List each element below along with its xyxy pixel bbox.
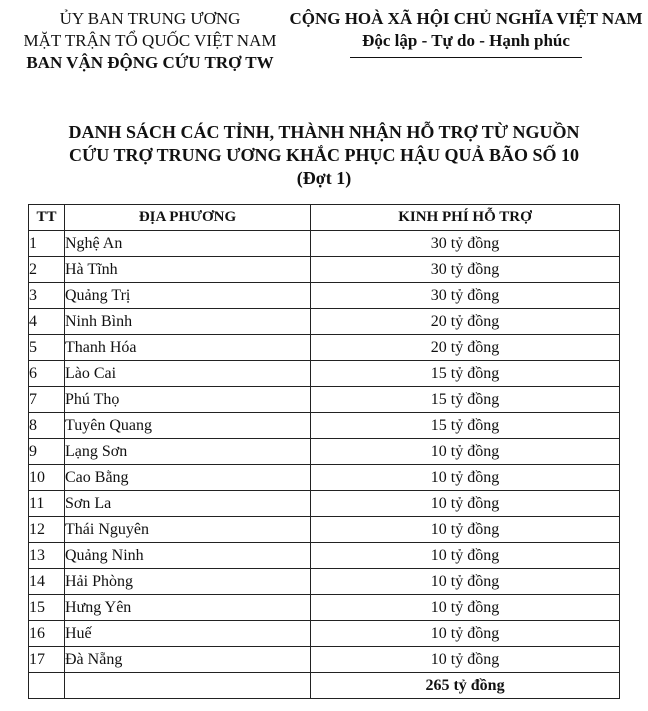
row-number: 6	[29, 361, 65, 387]
funding-amount: 10 tỷ đồng	[311, 491, 620, 517]
row-number: 4	[29, 309, 65, 335]
table-row	[29, 621, 620, 647]
national-header	[284, 8, 648, 58]
total-tt-cell	[29, 673, 65, 699]
national-motto: Độc lập - Tự do - Hạnh phúc	[362, 31, 570, 50]
locality-name: Huế	[65, 621, 311, 647]
funding-amount: 10 tỷ đồng	[311, 543, 620, 569]
row-number: 11	[29, 491, 65, 517]
issuing-agency	[0, 8, 300, 74]
table-row	[29, 439, 620, 465]
funding-amount: 20 tỷ đồng	[311, 335, 620, 361]
locality-name: Lào Cai	[65, 361, 311, 387]
table-row	[29, 335, 620, 361]
title-line-3: (Đợt 1)	[296, 168, 352, 188]
funding-amount: 20 tỷ đồng	[311, 309, 620, 335]
row-number: 9	[29, 439, 65, 465]
table-row	[29, 257, 620, 283]
agency-line-1: ỦY BAN TRUNG ƯƠNG	[59, 9, 241, 28]
country-name: CỘNG HOÀ XÃ HỘI CHỦ NGHĨA VIỆT NAM	[289, 9, 643, 28]
table-row	[29, 647, 620, 673]
locality-name: Quảng Trị	[65, 283, 311, 309]
locality-name: Tuyên Quang	[65, 413, 311, 439]
row-number: 3	[29, 283, 65, 309]
motto-underline	[350, 57, 582, 58]
table-header-row	[29, 205, 620, 231]
funding-amount: 30 tỷ đồng	[311, 283, 620, 309]
table-row	[29, 595, 620, 621]
funding-amount: 15 tỷ đồng	[311, 413, 620, 439]
locality-name: Đà Nẵng	[65, 647, 311, 673]
table-row	[29, 231, 620, 257]
locality-name: Lạng Sơn	[65, 439, 311, 465]
row-number: 5	[29, 335, 65, 361]
support-table	[28, 204, 620, 699]
locality-name: Sơn La	[65, 491, 311, 517]
table-row	[29, 543, 620, 569]
funding-amount: 10 tỷ đồng	[311, 647, 620, 673]
locality-name: Nghệ An	[65, 231, 311, 257]
title-line-2: CỨU TRỢ TRUNG ƯƠNG KHẮC PHỤC HẬU QUẢ BÃO SỐ 10	[68, 145, 580, 165]
agency-line-2: MẶT TRẬN TỔ QUỐC VIỆT NAM	[23, 31, 277, 50]
locality-name: Hà Tĩnh	[65, 257, 311, 283]
table-row	[29, 569, 620, 595]
table-row	[29, 465, 620, 491]
row-number: 8	[29, 413, 65, 439]
locality-name: Hưng Yên	[65, 595, 311, 621]
table-row	[29, 309, 620, 335]
locality-name: Hải Phòng	[65, 569, 311, 595]
column-header-funding: KINH PHÍ HỖ TRỢ	[311, 205, 620, 231]
row-number: 1	[29, 231, 65, 257]
row-number: 15	[29, 595, 65, 621]
locality-name: Thái Nguyên	[65, 517, 311, 543]
funding-amount: 10 tỷ đồng	[311, 465, 620, 491]
row-number: 17	[29, 647, 65, 673]
locality-name: Quảng Ninh	[65, 543, 311, 569]
column-header-locality: ĐỊA PHƯƠNG	[65, 205, 311, 231]
row-number: 12	[29, 517, 65, 543]
funding-amount: 10 tỷ đồng	[311, 569, 620, 595]
funding-amount: 10 tỷ đồng	[311, 595, 620, 621]
row-number: 16	[29, 621, 65, 647]
table-row	[29, 361, 620, 387]
total-row	[29, 673, 620, 699]
agency-line-3: BAN VẬN ĐỘNG CỨU TRỢ TW	[26, 53, 274, 72]
row-number: 14	[29, 569, 65, 595]
locality-name: Thanh Hóa	[65, 335, 311, 361]
funding-amount: 30 tỷ đồng	[311, 257, 620, 283]
row-number: 13	[29, 543, 65, 569]
locality-name: Ninh Bình	[65, 309, 311, 335]
row-number: 10	[29, 465, 65, 491]
row-number: 2	[29, 257, 65, 283]
table-row	[29, 283, 620, 309]
row-number: 7	[29, 387, 65, 413]
locality-name: Cao Bằng	[65, 465, 311, 491]
table-row	[29, 491, 620, 517]
document-title	[0, 121, 648, 190]
column-header-tt: TT	[29, 205, 65, 231]
funding-amount: 10 tỷ đồng	[311, 439, 620, 465]
funding-amount: 15 tỷ đồng	[311, 361, 620, 387]
table-row	[29, 517, 620, 543]
total-label-cell	[65, 673, 311, 699]
funding-amount: 10 tỷ đồng	[311, 517, 620, 543]
table-row	[29, 413, 620, 439]
table-row	[29, 387, 620, 413]
funding-amount: 30 tỷ đồng	[311, 231, 620, 257]
funding-amount: 10 tỷ đồng	[311, 621, 620, 647]
locality-name: Phú Thọ	[65, 387, 311, 413]
title-line-1: DANH SÁCH CÁC TỈNH, THÀNH NHẬN HỖ TRỢ TỪ NGUỒN	[68, 122, 580, 142]
funding-amount: 15 tỷ đồng	[311, 387, 620, 413]
total-amount: 265 tỷ đồng	[311, 673, 620, 699]
